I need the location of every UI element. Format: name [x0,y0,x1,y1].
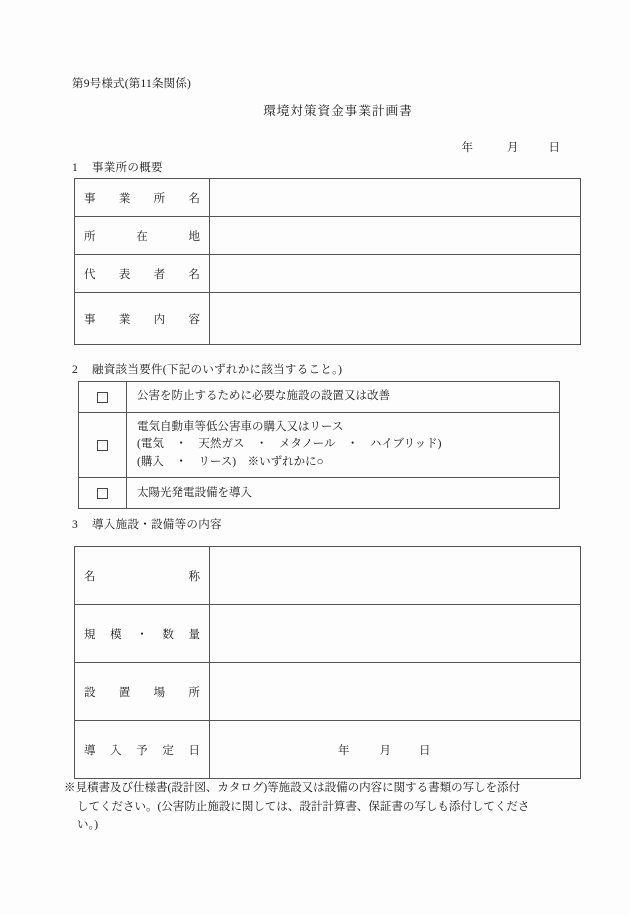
business-outline-table [74,178,581,345]
facility-date-line [210,745,431,757]
section-title-facility: 導入施設・設備等の内容 [92,519,222,531]
label-char: 所 [188,686,200,699]
label-char: 容 [188,313,200,326]
label-char: 事 [84,313,96,326]
label-char: 場 [153,686,166,699]
footnote-line: い。) [77,819,99,832]
label-char: 名 [188,192,200,205]
eligibility-requirements-table [78,381,560,509]
field-address[interactable] [210,217,581,255]
row-label-address [75,217,210,255]
attachment-footnote [64,779,574,835]
requirement-pollution-prevention [127,382,560,413]
date-year-label: 年 [461,142,473,154]
section-title-eligibility: 融資該当要件(下記のいずれかに該当すること。) [92,364,343,376]
label-char: 数 [162,628,174,641]
requirement-low-emission-vehicle [127,413,560,478]
label-char: 規 [84,628,96,641]
date-month-label: 月 [379,744,391,757]
requirement-line: 電気自動車等低公害車の購入又はリース [137,421,344,433]
section-heading-facility [72,516,222,532]
row-label-business-content [75,293,210,345]
table-row [75,179,581,217]
table-row [75,605,581,663]
form-number: 第9号様式(第11条関係) [72,78,192,90]
row-label-scale-quantity [75,605,210,663]
label-char: 代 [84,268,96,281]
requirement-line-acquisition: (購入 ・ リース) ※いずれかに○ [137,455,324,468]
label-char: ・ [136,628,148,641]
label-char: 日 [188,744,200,757]
field-installation-site[interactable] [210,663,581,721]
section-number-eligibility: 2 [72,364,79,376]
label-char: 業 [118,192,131,205]
table-row [79,478,560,509]
header-date-line [462,139,561,155]
label-char: 事 [84,192,96,205]
checkbox-cell-pollution-prevention[interactable] [79,382,127,413]
requirement-line-vehicle-types: (電気 ・ 天然ガス ・ メタノール ・ ハイブリッド) [137,438,442,451]
checkbox-cell-low-emission-vehicle[interactable] [79,413,127,478]
table-row [75,721,581,779]
label-char: 入 [110,744,122,757]
table-row [79,413,560,478]
date-day-label: 日 [548,142,560,154]
requirement-line: 太陽光発電設備を導入 [137,486,252,499]
checkbox-icon[interactable] [97,440,108,451]
checkbox-icon[interactable] [97,392,108,403]
checkbox-cell-solar-power[interactable] [79,478,127,509]
label-char: 名 [84,570,96,583]
table-row [79,382,560,413]
section-heading-outline [72,159,163,175]
label-char: 設 [84,686,96,699]
label-char: 地 [188,230,200,243]
label-char: 称 [188,570,200,583]
field-business-content[interactable] [210,293,581,345]
label-char: 模 [110,628,122,641]
label-char: 導 [84,744,96,757]
date-year-label: 年 [338,744,350,757]
row-label-planned-install-date [75,721,210,779]
row-label-installation-site [75,663,210,721]
label-char: 量 [188,628,200,641]
label-char: 置 [118,686,131,699]
date-day-label: 日 [419,744,431,757]
field-business-name[interactable] [210,179,581,217]
label-char: 予 [136,744,148,757]
label-char: 所 [84,230,96,243]
date-month-label: 月 [507,142,519,154]
field-representative-name[interactable] [210,255,581,293]
field-facility-name[interactable] [210,547,581,605]
table-row [75,663,581,721]
row-label-representative-name [75,255,210,293]
label-char: 内 [153,313,166,326]
table-row [75,255,581,293]
section-number-outline: 1 [72,162,79,174]
label-char: 在 [136,230,148,243]
label-char: 者 [153,268,166,281]
table-row [75,293,581,345]
requirement-solar-power [127,478,560,509]
facility-content-table [74,546,581,779]
requirement-line: 公害を防止するために必要な施設の設置又は改善 [137,390,390,403]
label-char: 定 [162,744,174,757]
section-number-facility: 3 [72,519,79,531]
checkbox-icon[interactable] [97,488,108,499]
table-row [75,547,581,605]
label-char: 業 [118,313,131,326]
table-row [75,217,581,255]
row-label-business-name [75,179,210,217]
label-char: 表 [118,268,131,281]
label-char: 所 [153,192,166,205]
field-planned-install-date[interactable] [210,721,581,779]
footnote-line: ※見積書及び仕様書(設計図、カタログ)等施設又は設備の内容に関する書類の写しを添付 [64,782,521,794]
label-char: 名 [188,268,200,281]
section-title-outline: 事業所の概要 [92,162,163,174]
row-label-facility-name [75,547,210,605]
document-title: 環境対策資金事業計画書 [263,104,413,118]
section-heading-eligibility [72,361,342,377]
footnote-line: してください。(公害防止施設に関しては、設計計算書、保証書の写しも添付してくださ [77,800,530,813]
field-scale-quantity[interactable] [210,605,581,663]
